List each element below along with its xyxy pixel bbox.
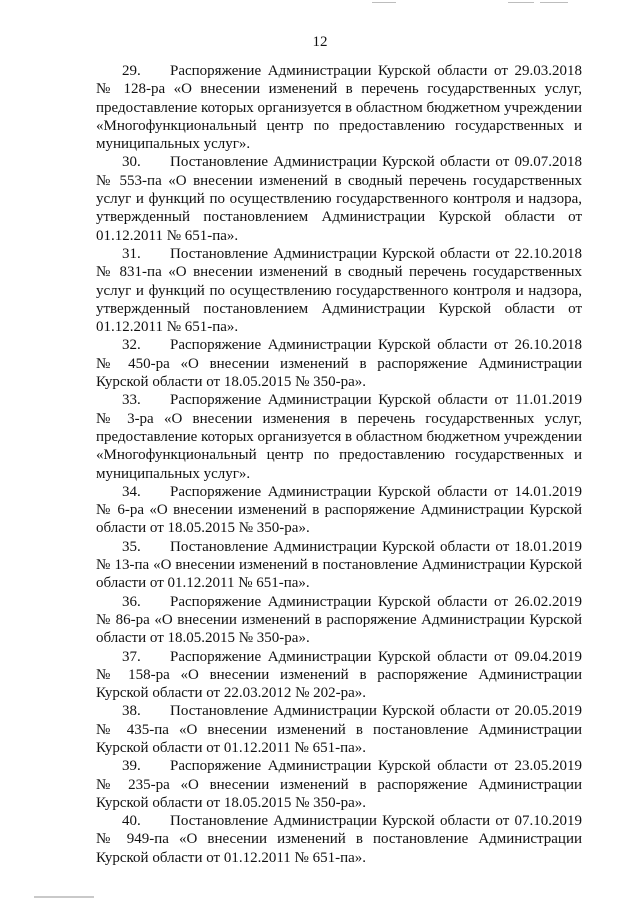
- item-number: 35.: [122, 538, 141, 555]
- item-number: 32.: [122, 337, 141, 354]
- list-item: [96, 812, 582, 867]
- list-item: [96, 483, 582, 538]
- item-text: Постановление Администрации Курской области от 18.01.2019 № 13-па «О внесении изменений в постановление Администрации Курской области от 01.12.2011 № 651-па».: [96, 538, 582, 592]
- item-text: Постановление Администрации Курской области от 07.10.2019 № 949-па «О внесении изменений в постановление Администрации Курской области от 01.12.2011 № 651-па».: [96, 813, 582, 866]
- list-item: [96, 757, 582, 812]
- item-text: Распоряжение Администрации Курской области от 29.03.2018 № 128-ра «О внесении изменений в перечень государственных услуг, предоставление которых организуется в областном бюджетном учреждении «Многофункциональный центр по предоставлению государственных и муниципальных услуг».: [96, 63, 582, 153]
- item-number: 34.: [122, 483, 141, 500]
- item-number: 29.: [122, 63, 141, 79]
- item-text: Постановление Администрации Курской области от 22.10.2018 № 831-па «О внесении изменений в сводный перечень государственных услуг и функций по осуществлению государственного контроля и надзора, утвержденный постановлением Администрации Курской области от 01.12.2011 № 651-па».: [96, 245, 582, 336]
- list-item: [96, 648, 582, 703]
- scan-edge-marks: [0, 0, 640, 8]
- list-item: [96, 538, 582, 593]
- list-item: [96, 336, 582, 391]
- list-item: [96, 702, 582, 757]
- item-number: 38.: [122, 703, 141, 720]
- scan-footer-mark: [34, 896, 94, 898]
- item-text: Постановление Администрации Курской области от 20.05.2019 № 435-па «О внесении изменений в постановление Администрации Курской области от 01.12.2011 № 651-па».: [96, 703, 582, 756]
- list-item: [96, 153, 582, 244]
- item-text: Распоряжение Администрации Курской области от 23.05.2019 № 235-ра «О внесении изменений в распоряжение Администрации Курской области от 18.05.2015 № 350-ра».: [96, 758, 582, 811]
- item-number: 37.: [122, 648, 141, 665]
- list-item: [96, 593, 582, 648]
- list-item: [96, 391, 582, 482]
- list-item: [96, 245, 582, 336]
- item-text: Распоряжение Администрации Курской области от 09.04.2019 № 158-ра «О внесении изменений в распоряжение Администрации Курской области от 22.03.2012 № 202-ра».: [96, 648, 582, 702]
- list-item: [96, 62, 582, 153]
- page-number: 12: [312, 34, 328, 50]
- item-number: 36.: [122, 593, 141, 610]
- document-item-list: [96, 62, 582, 867]
- item-number: 40.: [122, 813, 141, 830]
- item-text: Распоряжение Администрации Курской области от 26.02.2019 № 86-ра «О внесении изменений в распоряжение Администрации Курской области от 18.05.2015 № 350-ра».: [96, 593, 582, 647]
- item-text: Распоряжение Администрации Курской области от 26.10.2018 № 450-ра «О внесении изменений в распоряжение Администрации Курской области от 18.05.2015 № 350-ра».: [96, 337, 582, 391]
- item-number: 30.: [122, 154, 141, 171]
- item-number: 31.: [122, 245, 141, 262]
- item-text: Распоряжение Администрации Курской области от 11.01.2019 № 3-ра «О внесении изменения в перечень государственных услуг, предоставление которых организуется в областном бюджетном учреждении «Многофункциональный центр по предоставлению государственных и муниципальных услуг».: [96, 392, 582, 482]
- item-text: Распоряжение Администрации Курской области от 14.01.2019 № 6-ра «О внесении изменений в распоряжение Администрации Курской области от 18.05.2015 № 350-ра».: [96, 483, 582, 537]
- item-number: 33.: [122, 392, 141, 409]
- item-text: Постановление Администрации Курской области от 09.07.2018 № 553-па «О внесении изменений в сводный перечень государственных услуг и функций по осуществлению государственного контроля и надзора, утвержденный постановлением Администрации Курской области от 01.12.2011 № 651-па».: [96, 154, 582, 244]
- item-number: 39.: [122, 758, 141, 775]
